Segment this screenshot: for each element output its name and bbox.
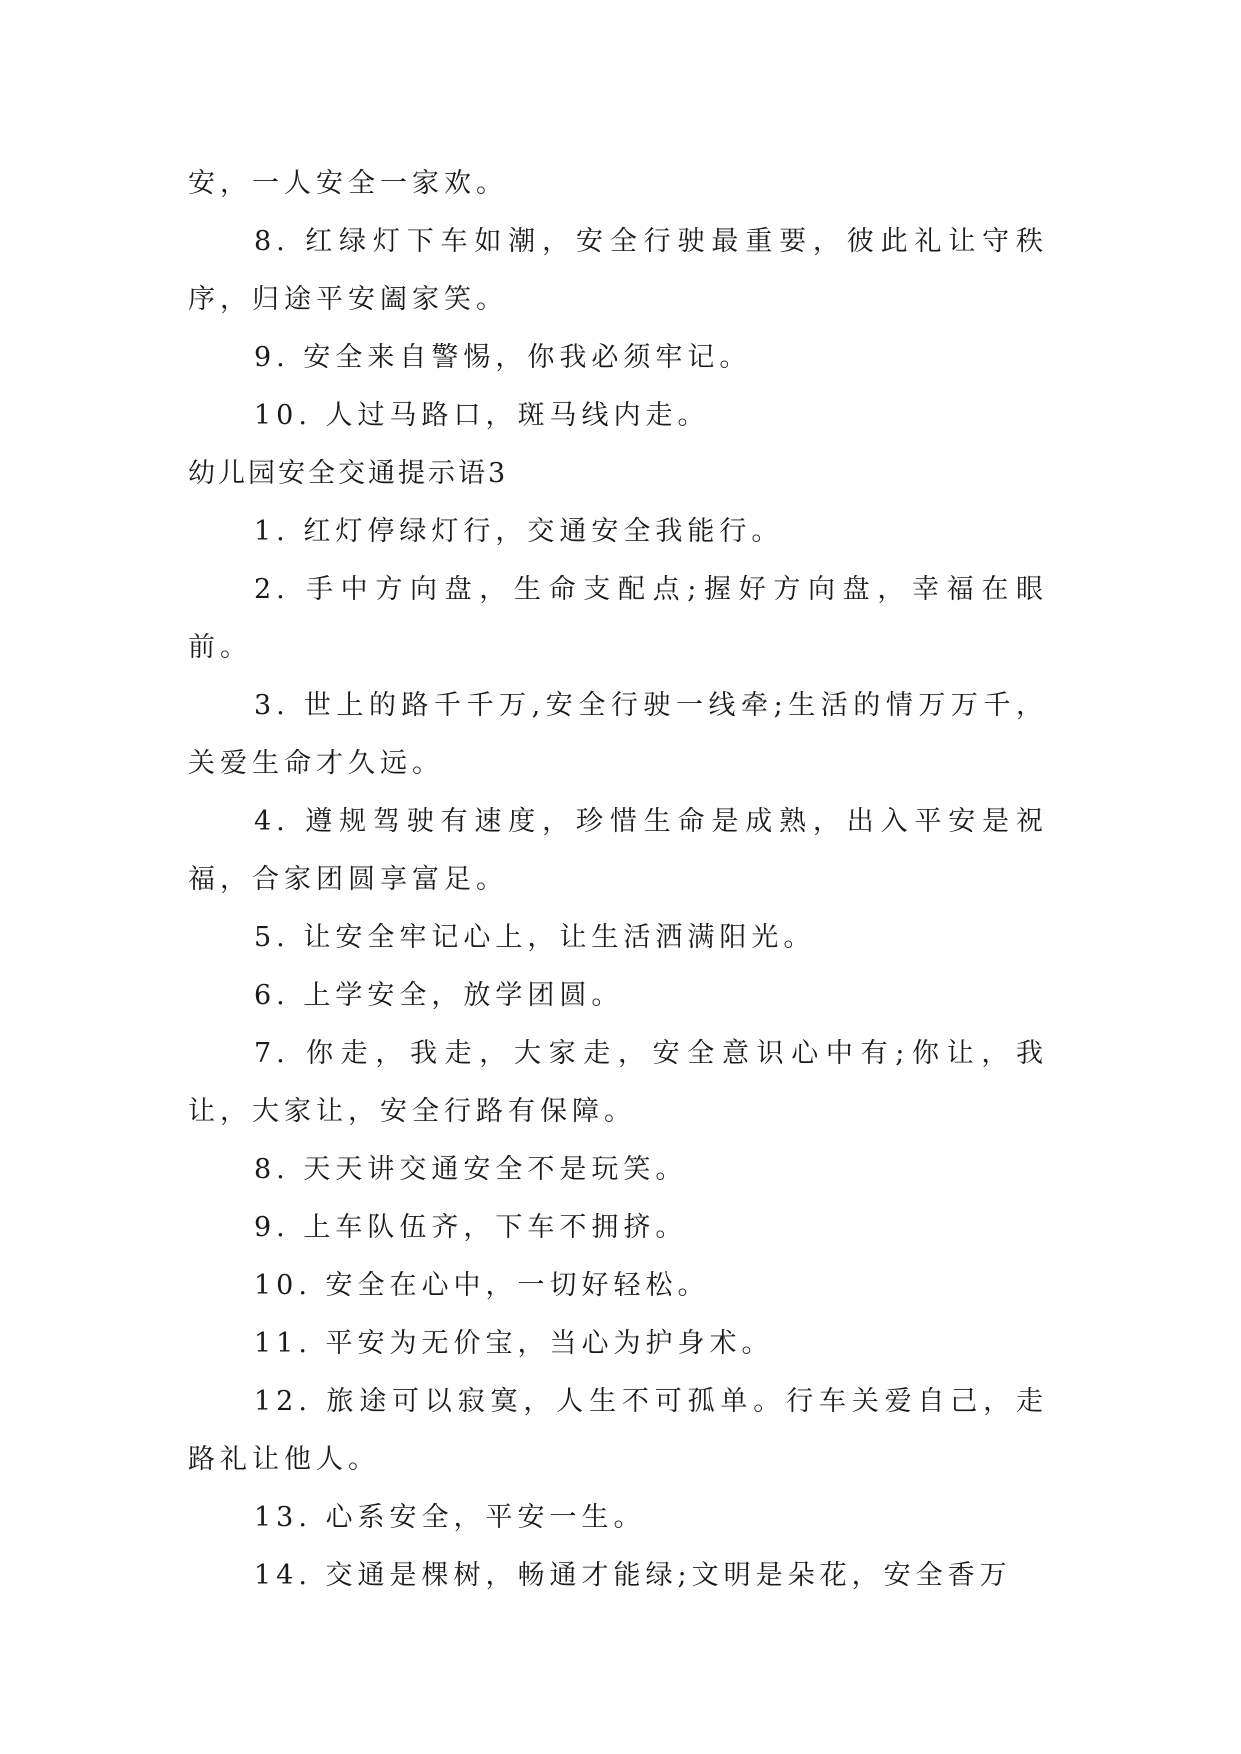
- continuation-text: 安，一人安全一家欢。: [188, 168, 508, 199]
- list-item: 9. 安全来自警惕，你我必须牢记。: [254, 342, 752, 373]
- list-item: 2. 手中方向盘，生命支配点;握好方向盘，幸福在眼前。: [188, 574, 1048, 663]
- list-item: 7. 你走，我走，大家走，安全意识心中有;你让，我让，大家让，安全行路有保障。: [188, 1038, 1048, 1127]
- list-item: 3. 世上的路千千万,安全行驶一线牵;生活的情万万千，关爱生命才久远。: [188, 690, 1048, 779]
- section-title: 幼儿园安全交通提示语3: [188, 458, 509, 489]
- list-item: 1. 红灯停绿灯行，交通安全我能行。: [254, 516, 784, 547]
- list-item: 4. 遵规驾驶有速度，珍惜生命是成熟，出入平安是祝福，合家团圆享富足。: [188, 806, 1048, 895]
- list-item: 12. 旅途可以寂寞，人生不可孤单。行车关爱自己，走路礼让他人。: [188, 1386, 1048, 1475]
- list-item: 14. 交通是棵树，畅通才能绿;文明是朵花，安全香万: [254, 1560, 1012, 1591]
- list-item: 5. 让安全牢记心上，让生活洒满阳光。: [254, 922, 816, 953]
- list-item: 8. 红绿灯下车如潮，安全行驶最重要，彼此礼让守秩序，归途平安阖家笑。: [188, 226, 1048, 315]
- list-item: 8. 天天讲交通安全不是玩笑。: [254, 1154, 688, 1185]
- list-item: 11. 平安为无价宝，当心为护身术。: [254, 1328, 774, 1359]
- list-item: 6. 上学安全，放学团圆。: [254, 980, 624, 1011]
- list-item: 10. 人过马路口，斑马线内走。: [254, 400, 710, 431]
- list-item: 10. 安全在心中，一切好轻松。: [254, 1270, 710, 1301]
- document-body: [188, 155, 1048, 1605]
- list-item: 9. 上车队伍齐，下车不拥挤。: [254, 1212, 688, 1243]
- list-item: 13. 心系安全，平安一生。: [254, 1502, 646, 1533]
